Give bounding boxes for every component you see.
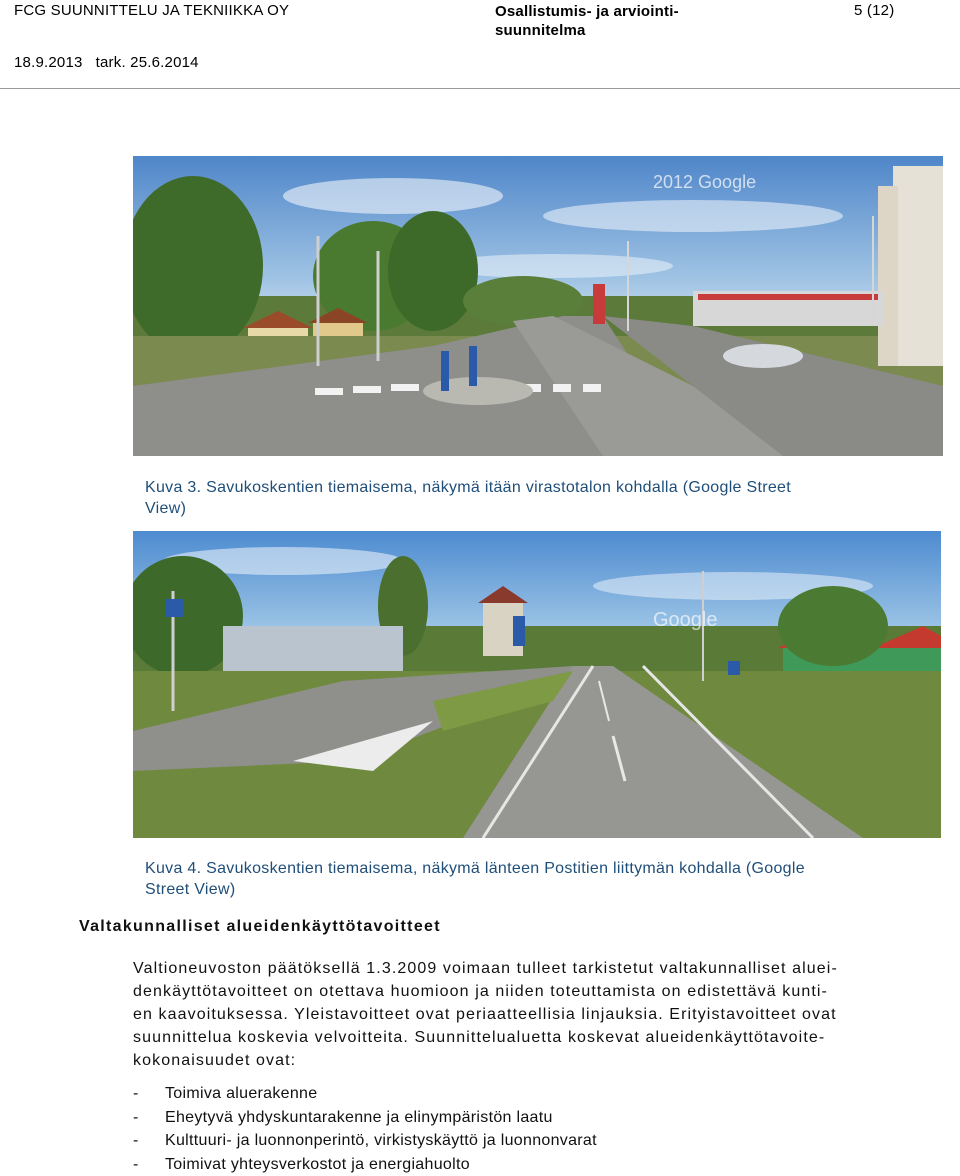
list-item-text: Toimivat yhteysverkostot ja energiahuolto bbox=[165, 1155, 470, 1173]
figure-4-caption bbox=[145, 858, 935, 900]
list-marker: - bbox=[133, 1085, 139, 1102]
list-marker: - bbox=[133, 1108, 139, 1126]
header-rule bbox=[0, 88, 960, 89]
company-name: FCG SUUNNITTELU JA TEKNIIKKA OY bbox=[14, 2, 290, 19]
photo-west-watermark: Google bbox=[653, 609, 718, 631]
section-heading: Valtakunnalliset alueidenkäyttötavoitteet bbox=[79, 918, 441, 935]
street-view-photo-east bbox=[133, 156, 943, 456]
list-item bbox=[133, 1082, 597, 1106]
list-item-text: Eheytyvä yhdyskuntarakenne ja elinympäristön laatu bbox=[165, 1108, 553, 1126]
figure-3-caption bbox=[145, 477, 935, 519]
photo-west-scene bbox=[133, 531, 941, 838]
list-item-text: Kulttuuri- ja luonnonperintö, virkistyskäyttö ja luonnonvarat bbox=[165, 1132, 597, 1149]
photo-east-scene bbox=[133, 156, 943, 456]
paragraph-line: Valtioneuvoston päätöksellä 1.3.2009 voimaan tulleet tarkistetut valtakunnalliset aluei- bbox=[133, 960, 838, 977]
paragraph-line: denkäyttötavoitteet on otettava huomioon ja niiden toteuttamista on edistettävä kunti- bbox=[133, 983, 828, 1000]
document-title-line2: suunnitelma bbox=[495, 22, 586, 39]
figure-4-caption-line1: Kuva 4. Savukoskentien tiemaisema, näkymä länteen Postitien liittymän kohdalla (Google bbox=[145, 860, 805, 877]
document-title-line1: Osallistumis- ja arviointi- bbox=[495, 3, 679, 20]
list-marker: - bbox=[133, 1132, 139, 1149]
paragraph-line: kokonaisuudet ovat: bbox=[133, 1052, 297, 1069]
document-dates: 18.9.2013 tark. 25.6.2014 bbox=[14, 54, 199, 71]
figure-4-caption-line2: Street View) bbox=[145, 881, 236, 898]
figure-3-caption-line2: View) bbox=[145, 500, 187, 517]
goal-list bbox=[133, 1082, 597, 1176]
page-number: 5 (12) bbox=[854, 2, 895, 19]
list-item-text: Toimiva aluerakenne bbox=[165, 1085, 318, 1102]
list-marker: - bbox=[133, 1155, 139, 1173]
paragraph-line: en kaavoituksessa. Yleistavoitteet ovat periaatteellisia linjauksia. Erityistavoitteet ovat bbox=[133, 1006, 837, 1023]
list-item bbox=[133, 1106, 597, 1130]
street-view-photo-west bbox=[133, 531, 941, 838]
figure-3-caption-line1: Kuva 3. Savukoskentien tiemaisema, näkymä itään virastotalon kohdalla (Google Street bbox=[145, 479, 791, 496]
document-title bbox=[495, 2, 679, 40]
list-item bbox=[133, 1153, 597, 1176]
section-paragraph bbox=[133, 957, 838, 1072]
paragraph-line: suunnittelua koskevia velvoitteita. Suunnittelualuetta koskevat alueidenkäyttötavoite- bbox=[133, 1029, 826, 1046]
photo-east-watermark: 2012 Google bbox=[653, 172, 757, 192]
list-item bbox=[133, 1129, 597, 1153]
